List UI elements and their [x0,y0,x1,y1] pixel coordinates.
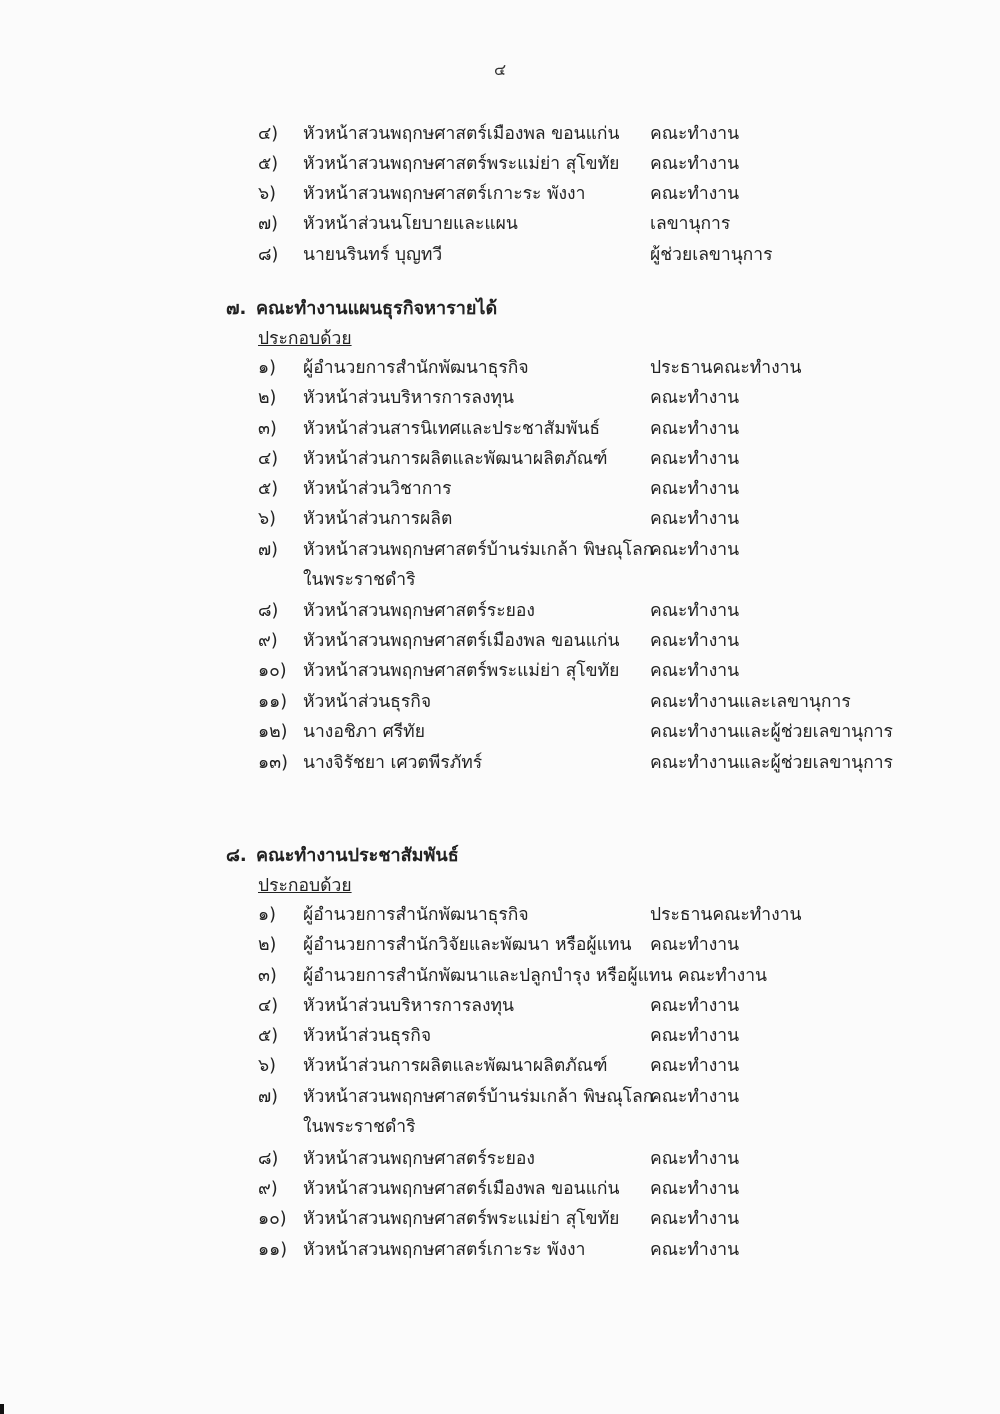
item-name: หัวหน้าส่วนการผลิตและพัฒนาผลิตภัณฑ์ [303,1056,608,1076]
item-name: ผู้อำนวยการสำนักพัฒนาธุรกิจ [303,358,529,378]
section-number: ๘. [226,845,247,866]
item-role: คณะทำงาน [650,935,740,955]
item-number: ๖) [258,509,276,529]
item-role: ผู้ช่วยเลขานุการ [650,245,773,265]
item-name: หัวหน้าส่วนธุรกิจ [303,692,432,712]
item-name: นางจิรัชยา เศวตพีรภัทร์ [303,753,483,773]
scan-edge-mark [0,1404,4,1414]
item-role: คณะทำงานและผู้ช่วยเลขานุการ [650,722,893,742]
item-number: ๘) [258,245,279,265]
item-role: คณะทำงาน [650,661,740,681]
item-name: หัวหน้าส่วนการผลิต [303,509,453,529]
section-title-text: คณะทำงานประชาสัมพันธ์ [256,845,459,866]
item-role: คณะทำงานและผู้ช่วยเลขานุการ [650,753,893,773]
item-name: หัวหน้าสวนพฤกษศาสตร์พระแม่ย่า สุโขทัย [303,1209,620,1229]
item-name: หัวหน้าสวนพฤกษศาสตร์บ้านร่มเกล้า พิษณุโลก [303,540,654,560]
item-role: คณะทำงาน [650,184,740,204]
item-number: ๑) [258,358,276,378]
item-name: นายนรินทร์ บุญทวี [303,245,443,265]
item-name: หัวหน้าสวนพฤกษศาสตร์เมืองพล ขอนแก่น [303,631,620,651]
section-title-text: คณะทำงานแผนธุรกิจหารายได้ [256,298,498,319]
item-role: คณะทำงาน [650,996,740,1016]
item-name: หัวหน้าส่วนสารนิเทศและประชาสัมพันธ์ [303,419,601,439]
item-name: ผู้อำนวยการสำนักวิจัยและพัฒนา หรือผู้แทน [303,935,632,955]
item-name: หัวหน้าสวนพฤกษศาสตร์พระแม่ย่า สุโขทัย [303,154,620,174]
item-number: ๔) [258,124,279,144]
item-role: คณะทำงานและเลขานุการ [650,692,851,712]
item-name: หัวหน้าสวนพฤกษศาสตร์เมืองพล ขอนแก่น [303,124,620,144]
item-name: ผู้อำนวยการสำนักพัฒนาธุรกิจ [303,905,529,925]
item-name-continued: ในพระราชดำริ [303,1117,416,1137]
item-role: คณะทำงาน [650,388,740,408]
item-name: หัวหน้าส่วนบริหารการลงทุน [303,388,515,408]
item-number: ๒) [258,935,277,955]
item-role: คณะทำงาน [650,1026,740,1046]
item-number: ๔) [258,996,279,1016]
item-name: หัวหน้าสวนพฤกษศาสตร์เกาะระ พังงา [303,184,586,204]
section-7-subhead: ประกอบด้วย [258,329,352,349]
item-number: ๑๐) [258,661,287,681]
item-number: ๑๑) [258,1240,288,1260]
item-name: หัวหน้าสวนพฤกษศาสตร์พระแม่ย่า สุโขทัย [303,661,620,681]
item-role: คณะทำงาน [650,1240,740,1260]
item-role: เลขานุการ [650,214,731,234]
item-number: ๑๑) [258,692,288,712]
item-role: คณะทำงาน [650,509,740,529]
item-name: หัวหน้าส่วนบริหารการลงทุน [303,996,515,1016]
item-number: ๙) [258,631,278,651]
item-number: ๒) [258,388,277,408]
item-name: หัวหน้าสวนพฤกษศาสตร์บ้านร่มเกล้า พิษณุโลก [303,1087,654,1107]
section-8-subhead: ประกอบด้วย [258,876,352,896]
section-number: ๗. [226,298,247,319]
item-number: ๑) [258,905,276,925]
item-role: คณะทำงาน [650,124,740,144]
item-role: ประธานคณะทำงาน [650,358,802,378]
page-number: ๔ [493,60,507,79]
item-number: ๗) [258,214,278,234]
item-role: คณะทำงาน [650,1209,740,1229]
item-name: หัวหน้าส่วนนโยบายและแผน [303,214,518,234]
item-number: ๖) [258,1056,276,1076]
item-name: หัวหน้าสวนพฤกษศาสตร์ระยอง [303,1149,535,1169]
item-role: คณะทำงาน [650,154,740,174]
item-number: ๑๒) [258,722,288,742]
item-role: คณะทำงาน [650,419,740,439]
item-number: ๑๓) [258,753,288,773]
item-role: คณะทำงาน [650,1149,740,1169]
item-name: หัวหน้าสวนพฤกษศาสตร์ระยอง [303,601,535,621]
item-number: ๙) [258,1179,278,1199]
item-number: ๘) [258,601,279,621]
item-name: นางอชิภา ศรีทัย [303,722,425,742]
item-name: หัวหน้าส่วนธุรกิจ [303,1026,432,1046]
item-number: ๕) [258,154,279,174]
item-role: คณะทำงาน [650,601,740,621]
item-number: ๗) [258,540,278,560]
item-role: คณะทำงาน [650,1179,740,1199]
item-name: หัวหน้าสวนพฤกษศาสตร์เกาะระ พังงา [303,1240,586,1260]
item-number: ๓) [258,966,277,986]
item-name: ผู้อำนวยการสำนักพัฒนาและปลูกบำรุง หรือผู้แทน คณะทำงาน [303,966,768,986]
item-name-continued: ในพระราชดำริ [303,570,416,590]
item-number: ๔) [258,449,279,469]
item-number: ๗) [258,1087,278,1107]
item-number: ๘) [258,1149,279,1169]
item-role: คณะทำงาน [650,479,740,499]
item-name: หัวหน้าสวนพฤกษศาสตร์เมืองพล ขอนแก่น [303,1179,620,1199]
item-role: คณะทำงาน [650,540,740,560]
item-number: ๖) [258,184,276,204]
item-name: หัวหน้าส่วนวิชาการ [303,479,452,499]
item-role: คณะทำงาน [650,1087,740,1107]
item-number: ๑๐) [258,1209,287,1229]
item-number: ๕) [258,479,279,499]
item-role: คณะทำงาน [650,631,740,651]
item-number: ๕) [258,1026,279,1046]
item-role: คณะทำงาน [650,449,740,469]
item-name: หัวหน้าส่วนการผลิตและพัฒนาผลิตภัณฑ์ [303,449,608,469]
item-role: ประธานคณะทำงาน [650,905,802,925]
item-role: คณะทำงาน [650,1056,740,1076]
item-number: ๓) [258,419,277,439]
